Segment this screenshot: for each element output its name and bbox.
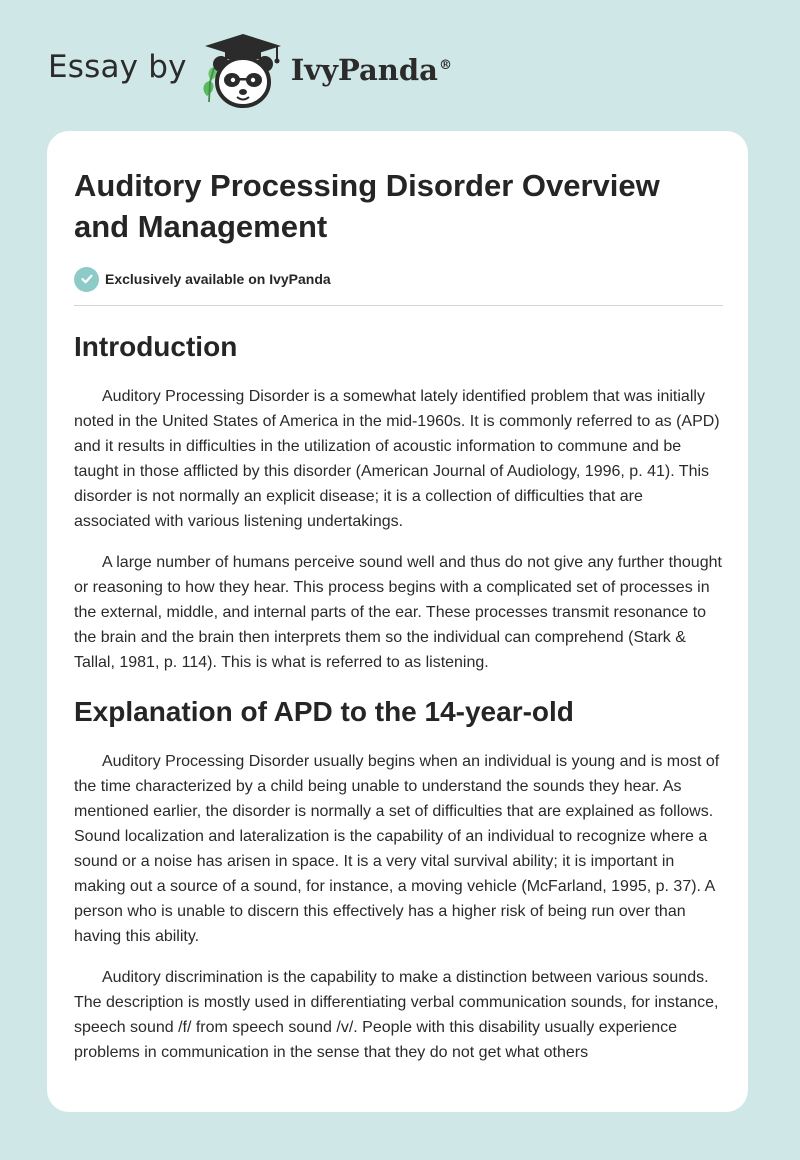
check-circle-icon: [74, 267, 99, 292]
paragraph: Auditory Processing Disorder usually begins when an individual is young and is most of the time characterized by a child being unable to understand the sounds they hear. As mentioned earlier, the disorder is normally a set of difficulties that are explained as follows. Sound localization and lateralization is the capability of an individual to recognize where a sound or a noise has arisen in space. It is a very vital survival ability; it is important in making out a source of a sound, for instance, a moving vehicle (McFarland, 1995, p. 37). A person who is unable to discern this effectively has a higher risk of being run over than having this ability.: [74, 753, 720, 945]
title-divider: [74, 305, 723, 306]
badge-text: Exclusively available on IvyPanda: [105, 271, 331, 287]
essay-content: [74, 165, 723, 1065]
brand-label: IvyPanda: [290, 53, 438, 87]
section-heading-explanation: Explanation of APD to the 14-year-old: [74, 696, 574, 727]
section-heading-introduction: Introduction: [74, 331, 238, 362]
essay-by-label: Essay by: [48, 49, 187, 85]
brand-name[interactable]: [291, 53, 452, 87]
exclusive-badge: [74, 266, 723, 292]
registered-mark: ®: [438, 58, 452, 74]
paragraph: Auditory Processing Disorder is a somewhat lately identified problem that was initially noted in the United States of America in the mid-1960s. It is commonly referred to as (APD) and it results in difficulties in the utilization of acoustic information to commune and be taught in those afflicted by this disorder (American Journal of Audiology, 1996, p. 41). This disorder is not normally an explicit disease; it is a collection of difficulties that are associated with various listening undertakings.: [74, 388, 720, 530]
essay-title: Auditory Processing Disorder Overview and Management: [74, 168, 660, 244]
site-header: [48, 30, 452, 110]
panda-graduate-icon[interactable]: [197, 30, 289, 110]
paragraph: Auditory discrimination is the capability to make a distinction between various sounds. The description is mostly used in differentiating verbal communication sounds, for instance, speech sound /f/ from speech sound /v/. People with this disability usually experience problems in communication in the sense that they do not get what others: [74, 969, 719, 1061]
essay-card: [47, 131, 748, 1112]
paragraph: A large number of humans perceive sound well and thus do not give any further thought or reasoning to how they hear. This process begins with a complicated set of processes in the external, middle, and internal parts of the ear. These processes transmit resonance to the brain and the brain then interprets them so the individual can comprehend (Stark & Tallal, 1981, p. 114). This is what is referred to as listening.: [74, 554, 722, 671]
